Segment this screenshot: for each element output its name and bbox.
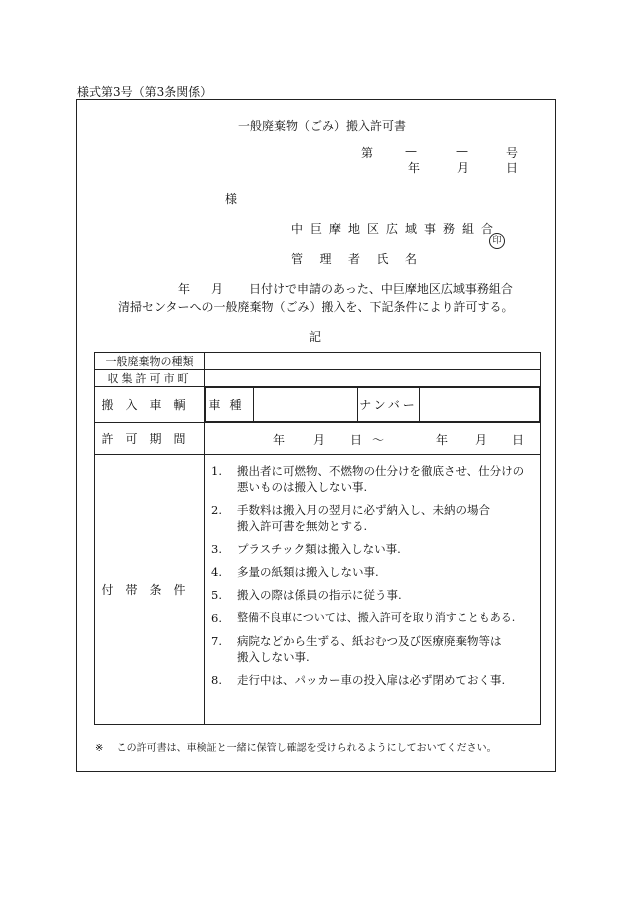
body-month: 月 (211, 282, 224, 296)
number-dash-2: — (456, 144, 468, 158)
plate-number-label: ナンバー (358, 388, 420, 422)
form-number-label: 様式第3号（第3条関係） (77, 85, 213, 99)
collection-city-label: 収集許可市町 (95, 370, 205, 387)
ki-heading: 記 (309, 330, 322, 344)
condition-number: 4. (211, 565, 222, 579)
body-year: 年 (178, 282, 191, 296)
body-line-1: 日付けで申請のあった、中巨摩地区広域事務組合 (249, 282, 513, 296)
condition-text: 多量の紙類は搬入しない事. (237, 565, 379, 579)
condition-item (205, 610, 534, 626)
condition-number: 8. (211, 673, 222, 687)
period-day-2: 日 (512, 433, 525, 447)
period-tilde: 〜 (372, 433, 385, 447)
vehicle-cell (205, 387, 541, 423)
condition-number: 3. (211, 542, 222, 556)
condition-number: 1. (211, 464, 222, 478)
issuer-organization: 中巨摩地区広域事務組合 (291, 222, 501, 236)
date-month: 月 (457, 161, 470, 175)
condition-text: プラスチック類は搬入しない事. (237, 542, 401, 556)
vehicle-type-field[interactable] (254, 388, 358, 422)
condition-text: 搬出者に可燃物、不燃物の仕分けを徹底させ、仕分けの悪いものは搬入しない事. (237, 464, 525, 494)
condition-item (205, 564, 534, 580)
period-day-1: 日 (350, 433, 363, 447)
condition-item (205, 502, 534, 534)
number-dai: 第 (361, 146, 374, 160)
vehicle-type-label: 車種 (206, 388, 254, 422)
condition-number: 6. (211, 611, 222, 625)
period-label: 許可期間 (95, 423, 205, 455)
conditions-label: 付帯条件 (95, 455, 205, 725)
note-mark: ※ (95, 743, 104, 754)
period-month-2: 月 (475, 433, 488, 447)
addressee-sama: 様 (225, 192, 238, 206)
period-year-2: 年 (436, 433, 449, 447)
waste-type-label: 一般廃棄物の種類 (95, 353, 205, 370)
collection-city-field[interactable] (205, 370, 541, 387)
period-field[interactable] (205, 423, 541, 455)
condition-text: 手数料は搬入月の翌月に必ず納入し、未納の場合搬入許可書を無効とする. (237, 503, 490, 533)
note-text: この許可書は、車検証と一緒に保管し確認を受けられるようにしておいてください。 (116, 743, 497, 754)
condition-number: 5. (211, 588, 222, 602)
form-title: 一般廃棄物（ごみ）搬入許可書 (238, 119, 407, 133)
condition-item (205, 463, 534, 495)
period-year-1: 年 (273, 433, 286, 447)
condition-text: 整備不良車については、搬入許可を取り消すこともある. (237, 611, 516, 624)
vehicle-subtable (205, 387, 540, 422)
condition-item (205, 633, 534, 665)
number-go: 号 (506, 146, 519, 160)
vehicle-label: 搬入車輌 (95, 387, 205, 423)
number-dash-1: — (405, 144, 417, 158)
body-line-2: 清掃センターへの一般廃棄物（ごみ）搬入を、下記条件により許可する。 (118, 300, 514, 314)
condition-number: 7. (211, 634, 222, 648)
seal-mark-icon: 印 (489, 233, 505, 249)
condition-item (205, 587, 534, 603)
date-year: 年 (408, 161, 421, 175)
plate-number-field[interactable] (420, 388, 540, 422)
date-day: 日 (506, 161, 519, 175)
conditions-list (205, 455, 541, 725)
footer-note (95, 739, 497, 754)
condition-item (205, 541, 534, 557)
waste-type-field[interactable] (205, 353, 541, 370)
issuer-title: 管理者氏名 (291, 252, 434, 266)
condition-text: 搬入の際は係員の指示に従う事. (237, 588, 402, 602)
permit-detail-table (94, 352, 541, 725)
condition-text: 走行中は、パッカー車の投入扉は必ず閉めておく事. (237, 673, 506, 687)
condition-text: 病院などから生ずる、紙おむつ及び医療廃棄物等は搬入しない事. (237, 634, 502, 664)
condition-item (205, 672, 534, 688)
condition-number: 2. (211, 503, 222, 517)
period-month-1: 月 (313, 433, 326, 447)
